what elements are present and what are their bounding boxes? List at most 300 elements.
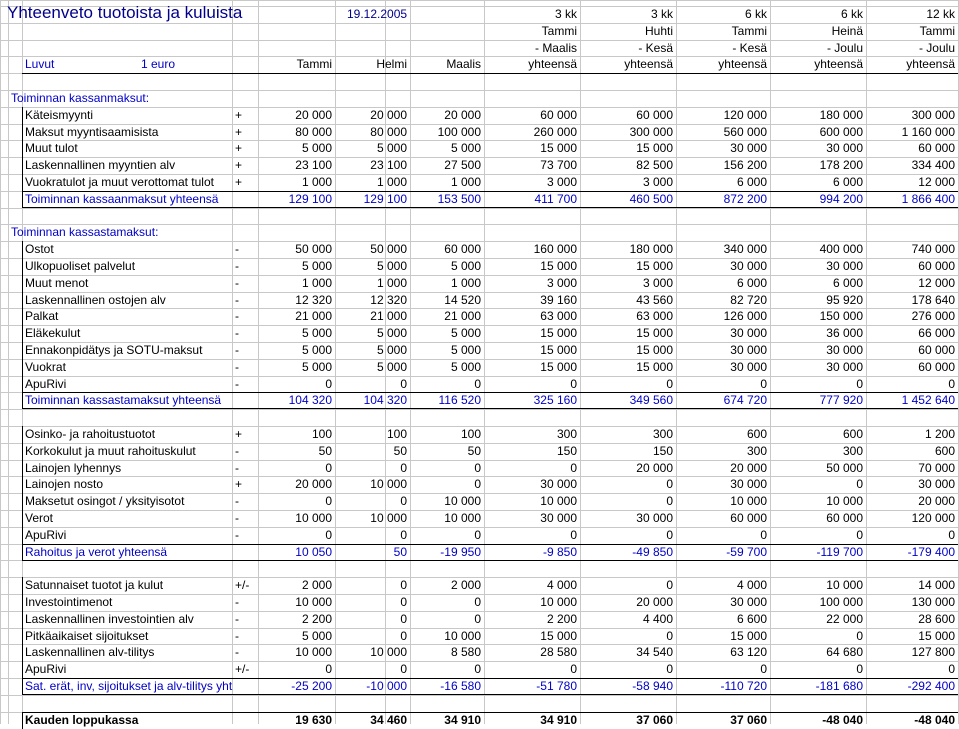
- value-cell[interactable]: 12 320: [370, 293, 407, 307]
- row-frame-left: [22, 275, 23, 292]
- row-sign: -: [235, 444, 239, 458]
- value-cell[interactable]: 0: [474, 595, 481, 609]
- value-cell[interactable]: -110 720: [720, 679, 767, 693]
- row-sign: +: [235, 427, 243, 441]
- value-cell[interactable]: 600: [746, 427, 767, 441]
- value-cell[interactable]: 1 000: [376, 175, 407, 189]
- value-cell[interactable]: 50: [467, 444, 481, 458]
- value-cell[interactable]: -49 850: [632, 545, 673, 559]
- value-cell[interactable]: 2 000: [450, 578, 481, 592]
- column-header: Tammi: [541, 24, 577, 38]
- value-cell[interactable]: 5 000: [376, 326, 407, 340]
- value-cell[interactable]: -58 940: [632, 679, 673, 693]
- value-cell[interactable]: 400 000: [819, 242, 863, 256]
- value-cell[interactable]: 1 000: [450, 276, 481, 290]
- value-cell[interactable]: -10 000: [366, 679, 407, 693]
- row-sign: -: [235, 461, 239, 475]
- value-cell[interactable]: 21 000: [370, 309, 407, 323]
- row-label: ApuRivi: [25, 662, 67, 676]
- value-cell[interactable]: 0: [666, 629, 673, 643]
- value-cell[interactable]: 30 000: [826, 141, 863, 155]
- value-cell[interactable]: 3 000: [546, 175, 577, 189]
- value-cell[interactable]: 0: [856, 377, 863, 391]
- value-cell[interactable]: 994 200: [819, 192, 863, 206]
- row-label: Lainojen nosto: [25, 477, 104, 491]
- value-cell[interactable]: 116 520: [438, 393, 481, 407]
- value-cell[interactable]: 0: [948, 662, 955, 676]
- value-cell[interactable]: 5 000: [301, 360, 332, 374]
- value-cell[interactable]: 30 000: [730, 326, 767, 340]
- value-cell[interactable]: 22 000: [826, 612, 863, 626]
- value-cell[interactable]: 20 000: [370, 108, 407, 122]
- value-cell[interactable]: 15 000: [540, 326, 577, 340]
- value-cell[interactable]: 0: [760, 662, 767, 676]
- value-cell[interactable]: -179 400: [907, 545, 955, 559]
- value-cell[interactable]: 80 000: [295, 125, 332, 139]
- value-cell[interactable]: 10 000: [295, 645, 332, 659]
- value-cell[interactable]: 10 000: [826, 578, 863, 592]
- value-cell[interactable]: 10 000: [444, 494, 481, 508]
- row-label: Satunnaiset tuotot ja kulut: [25, 578, 164, 592]
- value-cell[interactable]: 60 000: [730, 511, 767, 525]
- value-cell[interactable]: 300 000: [629, 125, 673, 139]
- value-cell[interactable]: 64 680: [826, 645, 863, 659]
- row-label: Laskennallinen alv-tilitys: [25, 645, 155, 659]
- value-cell[interactable]: 70 000: [918, 461, 955, 475]
- value-cell[interactable]: -181 680: [815, 679, 863, 693]
- row-label: Ennakonpidätys ja SOTU-maksut: [25, 343, 203, 357]
- value-cell[interactable]: 674 720: [723, 393, 767, 407]
- total-overline: [22, 392, 958, 393]
- value-cell[interactable]: 156 200: [723, 158, 767, 172]
- value-cell[interactable]: 600 000: [819, 125, 863, 139]
- total-row-label: Rahoitus ja verot yhteensä: [25, 545, 168, 559]
- value-cell[interactable]: 50: [393, 545, 407, 559]
- value-cell[interactable]: 10 000: [295, 595, 332, 609]
- value-cell[interactable]: 10 000: [370, 645, 407, 659]
- value-cell[interactable]: 300: [842, 444, 863, 458]
- value-cell[interactable]: -16 580: [440, 679, 481, 693]
- value-cell[interactable]: 0: [325, 494, 332, 508]
- row-label: Palkat: [25, 309, 59, 323]
- row-label: Verot: [25, 511, 54, 525]
- row-sign: -: [235, 494, 239, 508]
- value-cell[interactable]: 21 000: [444, 309, 481, 323]
- value-cell[interactable]: 872 200: [723, 192, 767, 206]
- value-cell[interactable]: 37 060: [636, 713, 673, 727]
- value-cell[interactable]: 5 000: [301, 259, 332, 273]
- value-cell[interactable]: 600: [934, 444, 955, 458]
- section-heading: Toiminnan kassastamaksut:: [11, 225, 159, 239]
- row-label: Vuokratulot ja muut verottomat tulot: [25, 175, 214, 189]
- value-cell[interactable]: 150: [556, 444, 577, 458]
- value-cell[interactable]: 276 000: [911, 309, 955, 323]
- value-cell[interactable]: -25 200: [291, 679, 332, 693]
- value-cell[interactable]: 1 200: [924, 427, 955, 441]
- value-cell[interactable]: 30 000: [636, 511, 673, 525]
- value-cell[interactable]: 100: [386, 427, 407, 441]
- value-cell[interactable]: 4 000: [546, 578, 577, 592]
- value-cell[interactable]: 340 000: [723, 242, 767, 256]
- value-cell[interactable]: 0: [570, 377, 577, 391]
- row-frame-left: [22, 426, 23, 443]
- value-cell[interactable]: 50: [318, 444, 332, 458]
- column-header: - Kesä: [732, 41, 767, 55]
- value-cell[interactable]: 2 000: [301, 578, 332, 592]
- value-cell[interactable]: 82 720: [730, 293, 767, 307]
- value-cell[interactable]: 14 520: [444, 293, 481, 307]
- value-cell[interactable]: 21 000: [295, 309, 332, 323]
- value-cell[interactable]: 10 000: [295, 511, 332, 525]
- value-cell[interactable]: 1 866 400: [901, 192, 955, 206]
- value-cell[interactable]: 63 000: [540, 309, 577, 323]
- value-cell[interactable]: 20 000: [636, 461, 673, 475]
- value-cell[interactable]: 10 000: [540, 494, 577, 508]
- value-cell[interactable]: 0: [325, 662, 332, 676]
- value-cell[interactable]: 150 000: [819, 309, 863, 323]
- value-cell[interactable]: 60 000: [540, 108, 577, 122]
- column-header: yhteensä: [528, 57, 577, 71]
- value-cell[interactable]: 160 000: [533, 242, 577, 256]
- value-cell[interactable]: 60 000: [918, 360, 955, 374]
- value-cell[interactable]: 15 000: [636, 259, 673, 273]
- column-header: 6 kk: [840, 7, 863, 21]
- column-header: - Joulu: [826, 41, 863, 55]
- value-cell[interactable]: 15 000: [540, 629, 577, 643]
- value-cell[interactable]: 6 000: [736, 175, 767, 189]
- value-cell[interactable]: 0: [570, 662, 577, 676]
- row-frame-left: [22, 308, 23, 325]
- value-cell[interactable]: 0: [856, 629, 863, 643]
- value-cell[interactable]: 5 000: [450, 259, 481, 273]
- value-cell[interactable]: -19 950: [440, 545, 481, 559]
- value-cell[interactable]: 5 000: [376, 360, 407, 374]
- row-label: Investointimenot: [25, 595, 113, 609]
- value-cell[interactable]: 23 100: [370, 158, 407, 172]
- value-cell[interactable]: 334 400: [911, 158, 955, 172]
- value-cell[interactable]: 0: [570, 528, 577, 542]
- value-cell[interactable]: 260 000: [533, 125, 577, 139]
- value-cell[interactable]: 12 320: [295, 293, 332, 307]
- value-cell[interactable]: 100: [460, 427, 481, 441]
- value-cell[interactable]: 10 000: [826, 494, 863, 508]
- value-cell[interactable]: 15 000: [636, 343, 673, 357]
- value-cell[interactable]: 0: [570, 461, 577, 475]
- value-cell[interactable]: 34 910: [540, 713, 577, 727]
- value-cell[interactable]: 0: [400, 461, 407, 475]
- value-cell[interactable]: 0: [325, 461, 332, 475]
- gridline-horizontal: [0, 695, 959, 696]
- value-cell[interactable]: 14 000: [918, 578, 955, 592]
- value-cell[interactable]: 63 000: [636, 309, 673, 323]
- value-cell[interactable]: 60 000: [918, 141, 955, 155]
- value-cell[interactable]: 0: [474, 461, 481, 475]
- value-cell[interactable]: 0: [760, 377, 767, 391]
- row-label: Osinko- ja rahoitustuotot: [25, 427, 156, 441]
- value-cell[interactable]: 178 640: [911, 293, 955, 307]
- column-header: Heinä: [831, 24, 863, 38]
- row-sign: -: [235, 377, 239, 391]
- value-cell[interactable]: 27 500: [444, 158, 481, 172]
- value-cell[interactable]: 300 000: [911, 108, 955, 122]
- value-cell[interactable]: 104 320: [363, 393, 407, 407]
- row-sign: +: [235, 477, 243, 491]
- value-cell[interactable]: 2 200: [301, 612, 332, 626]
- value-cell[interactable]: 10 050: [295, 545, 332, 559]
- value-cell[interactable]: 15 000: [540, 343, 577, 357]
- row-frame-left: [22, 493, 23, 510]
- value-cell[interactable]: 50 000: [370, 242, 407, 256]
- value-cell[interactable]: 20 000: [295, 477, 332, 491]
- value-cell[interactable]: 0: [856, 662, 863, 676]
- value-cell[interactable]: 60 000: [918, 259, 955, 273]
- value-cell[interactable]: 30 000: [730, 477, 767, 491]
- row-frame-left: [22, 510, 23, 527]
- value-cell[interactable]: 0: [400, 578, 407, 592]
- value-cell[interactable]: 30 000: [730, 259, 767, 273]
- value-cell[interactable]: 28 580: [540, 645, 577, 659]
- value-cell[interactable]: 30 000: [730, 360, 767, 374]
- value-cell[interactable]: 5 000: [450, 141, 481, 155]
- value-cell[interactable]: 300: [746, 444, 767, 458]
- value-cell[interactable]: 5 000: [450, 360, 481, 374]
- value-cell[interactable]: 6 000: [736, 276, 767, 290]
- value-cell[interactable]: 20 000: [918, 494, 955, 508]
- value-cell[interactable]: 0: [666, 494, 673, 508]
- value-cell[interactable]: 0: [948, 377, 955, 391]
- value-cell[interactable]: 0: [666, 578, 673, 592]
- report-date: 19.12.2005: [347, 7, 408, 21]
- value-cell[interactable]: 15 000: [540, 259, 577, 273]
- value-cell[interactable]: 19 630: [295, 713, 332, 727]
- value-cell[interactable]: 4 400: [642, 612, 673, 626]
- value-cell[interactable]: 30 000: [918, 477, 955, 491]
- value-cell[interactable]: 15 000: [540, 141, 577, 155]
- value-cell[interactable]: 30 000: [730, 343, 767, 357]
- value-cell[interactable]: 10 000: [730, 494, 767, 508]
- value-cell[interactable]: 4 000: [736, 578, 767, 592]
- column-header: - Maalis: [534, 41, 577, 55]
- value-cell[interactable]: 0: [474, 477, 481, 491]
- value-cell[interactable]: 150: [652, 444, 673, 458]
- value-cell[interactable]: 1 452 640: [901, 393, 955, 407]
- value-cell[interactable]: 0: [666, 528, 673, 542]
- value-cell[interactable]: 100 000: [437, 125, 481, 139]
- value-cell[interactable]: 129 100: [363, 192, 407, 206]
- value-cell[interactable]: 100 000: [819, 595, 863, 609]
- value-cell[interactable]: 80 000: [370, 125, 407, 139]
- value-cell[interactable]: 0: [400, 494, 407, 508]
- value-cell[interactable]: 60 000: [918, 343, 955, 357]
- value-cell[interactable]: 5 000: [301, 326, 332, 340]
- value-cell[interactable]: 411 700: [534, 192, 577, 206]
- value-cell[interactable]: 153 500: [437, 192, 481, 206]
- value-cell[interactable]: 82 500: [636, 158, 673, 172]
- value-cell[interactable]: 60 000: [826, 511, 863, 525]
- value-cell[interactable]: 15 000: [636, 326, 673, 340]
- value-cell[interactable]: 60 000: [636, 108, 673, 122]
- value-cell[interactable]: 30 000: [730, 141, 767, 155]
- value-cell[interactable]: 129 100: [288, 192, 332, 206]
- row-label: Ulkopuoliset palvelut: [25, 259, 136, 273]
- value-cell[interactable]: 12 000: [918, 276, 955, 290]
- value-cell[interactable]: 0: [666, 377, 673, 391]
- value-cell[interactable]: 0: [666, 662, 673, 676]
- value-cell[interactable]: 777 920: [819, 393, 863, 407]
- value-cell[interactable]: 20 000: [295, 108, 332, 122]
- row-sign: +: [235, 158, 243, 172]
- value-cell[interactable]: -48 040: [914, 713, 955, 727]
- value-cell[interactable]: 0: [325, 528, 332, 542]
- value-cell[interactable]: 740 000: [911, 242, 955, 256]
- value-cell[interactable]: 95 920: [826, 293, 863, 307]
- value-cell[interactable]: -48 040: [822, 713, 863, 727]
- value-cell[interactable]: 5 000: [376, 343, 407, 357]
- value-cell[interactable]: 120 000: [911, 511, 955, 525]
- value-cell[interactable]: 130 000: [911, 595, 955, 609]
- value-cell[interactable]: 34 460: [370, 713, 407, 727]
- value-cell[interactable]: 3 000: [642, 276, 673, 290]
- value-cell[interactable]: 0: [666, 477, 673, 491]
- value-cell[interactable]: 0: [856, 477, 863, 491]
- value-cell[interactable]: 325 160: [533, 393, 577, 407]
- value-cell[interactable]: 560 000: [723, 125, 767, 139]
- value-cell[interactable]: 1 000: [376, 276, 407, 290]
- value-cell[interactable]: 30 000: [826, 360, 863, 374]
- value-cell[interactable]: 60 000: [444, 242, 481, 256]
- value-cell[interactable]: -292 400: [907, 679, 955, 693]
- value-cell[interactable]: 5 000: [376, 259, 407, 273]
- value-cell[interactable]: 15 000: [730, 629, 767, 643]
- value-cell[interactable]: 1 000: [450, 175, 481, 189]
- value-cell[interactable]: 0: [325, 377, 332, 391]
- value-cell[interactable]: 2 200: [546, 612, 577, 626]
- value-cell[interactable]: 43 560: [636, 293, 673, 307]
- value-cell[interactable]: 120 000: [723, 108, 767, 122]
- value-cell[interactable]: 36 000: [826, 326, 863, 340]
- value-cell[interactable]: 37 060: [730, 713, 767, 727]
- value-cell[interactable]: 0: [474, 612, 481, 626]
- value-cell[interactable]: 20 000: [444, 108, 481, 122]
- value-cell[interactable]: 50 000: [295, 242, 332, 256]
- value-cell[interactable]: 5 000: [301, 141, 332, 155]
- row-sign: +/-: [235, 662, 250, 676]
- value-cell[interactable]: 127 800: [911, 645, 955, 659]
- value-cell[interactable]: 600: [842, 427, 863, 441]
- value-cell[interactable]: 30 000: [540, 511, 577, 525]
- value-cell[interactable]: 30 000: [826, 259, 863, 273]
- value-cell[interactable]: 1 160 000: [901, 125, 955, 139]
- value-cell[interactable]: 0: [474, 377, 481, 391]
- value-cell[interactable]: -59 700: [726, 545, 767, 559]
- value-cell[interactable]: 5 000: [301, 629, 332, 643]
- value-cell[interactable]: 63 120: [730, 645, 767, 659]
- value-cell[interactable]: 460 500: [629, 192, 673, 206]
- value-cell[interactable]: 1 000: [301, 175, 332, 189]
- value-cell[interactable]: 10 000: [444, 629, 481, 643]
- value-cell[interactable]: 50 000: [826, 461, 863, 475]
- value-cell[interactable]: 3 000: [642, 175, 673, 189]
- value-cell[interactable]: 126 000: [723, 309, 767, 323]
- value-cell[interactable]: 30 000: [730, 595, 767, 609]
- value-cell[interactable]: 20 000: [730, 461, 767, 475]
- value-cell[interactable]: 0: [948, 528, 955, 542]
- value-cell[interactable]: 15 000: [636, 360, 673, 374]
- value-cell[interactable]: 20 000: [636, 595, 673, 609]
- value-cell[interactable]: 15 000: [636, 141, 673, 155]
- value-cell[interactable]: 34 540: [636, 645, 673, 659]
- value-cell[interactable]: 300: [556, 427, 577, 441]
- value-cell[interactable]: 30 000: [826, 343, 863, 357]
- column-header: Tammi: [731, 24, 767, 38]
- value-cell[interactable]: 10 000: [540, 595, 577, 609]
- value-cell[interactable]: 50: [393, 444, 407, 458]
- value-cell[interactable]: 0: [400, 662, 407, 676]
- value-cell[interactable]: 6 000: [832, 276, 863, 290]
- value-cell[interactable]: 23 100: [295, 158, 332, 172]
- value-cell[interactable]: -51 780: [536, 679, 577, 693]
- value-cell[interactable]: 8 580: [450, 645, 481, 659]
- gridline-horizontal: [0, 208, 959, 209]
- value-cell[interactable]: 104 320: [288, 393, 332, 407]
- value-cell[interactable]: 15 000: [540, 360, 577, 374]
- value-cell[interactable]: 34 910: [444, 713, 481, 727]
- value-cell[interactable]: 15 000: [918, 629, 955, 643]
- value-cell[interactable]: 349 560: [629, 393, 673, 407]
- value-cell[interactable]: 180 000: [629, 242, 673, 256]
- value-cell[interactable]: 178 200: [819, 158, 863, 172]
- column-header: Tammi: [296, 57, 332, 71]
- value-cell[interactable]: 3 000: [546, 276, 577, 290]
- value-cell[interactable]: 66 000: [918, 326, 955, 340]
- value-cell[interactable]: 100: [311, 427, 332, 441]
- value-cell[interactable]: 0: [400, 377, 407, 391]
- value-cell[interactable]: 0: [400, 612, 407, 626]
- value-cell[interactable]: 10 000: [370, 477, 407, 491]
- row-frame-left: [22, 359, 23, 376]
- value-cell[interactable]: 6 000: [832, 175, 863, 189]
- value-cell[interactable]: 180 000: [819, 108, 863, 122]
- value-cell[interactable]: 12 000: [918, 175, 955, 189]
- value-cell[interactable]: 30 000: [540, 477, 577, 491]
- value-cell[interactable]: 0: [474, 528, 481, 542]
- row-sign: -: [235, 326, 239, 340]
- value-cell[interactable]: 0: [856, 528, 863, 542]
- value-cell[interactable]: 0: [400, 629, 407, 643]
- value-cell[interactable]: 10 000: [444, 511, 481, 525]
- value-cell[interactable]: 10 000: [370, 511, 407, 525]
- value-cell[interactable]: 5 000: [450, 343, 481, 357]
- value-cell[interactable]: 0: [400, 528, 407, 542]
- value-cell[interactable]: 1 000: [301, 276, 332, 290]
- value-cell[interactable]: 5 000: [450, 326, 481, 340]
- value-cell[interactable]: 0: [474, 662, 481, 676]
- value-cell[interactable]: 300: [652, 427, 673, 441]
- value-cell[interactable]: 73 700: [540, 158, 577, 172]
- total-overline: [22, 678, 958, 679]
- final-overline: [22, 712, 958, 713]
- value-cell[interactable]: 28 600: [918, 612, 955, 626]
- value-cell[interactable]: 5 000: [376, 141, 407, 155]
- value-cell[interactable]: 39 160: [540, 293, 577, 307]
- value-cell[interactable]: 0: [760, 528, 767, 542]
- value-cell[interactable]: -119 700: [816, 545, 863, 559]
- value-cell[interactable]: -9 850: [542, 545, 577, 559]
- value-cell[interactable]: 5 000: [301, 343, 332, 357]
- value-cell[interactable]: 6 600: [736, 612, 767, 626]
- value-cell[interactable]: 0: [400, 595, 407, 609]
- row-label: Maksetut osingot / yksityisotot: [25, 494, 185, 508]
